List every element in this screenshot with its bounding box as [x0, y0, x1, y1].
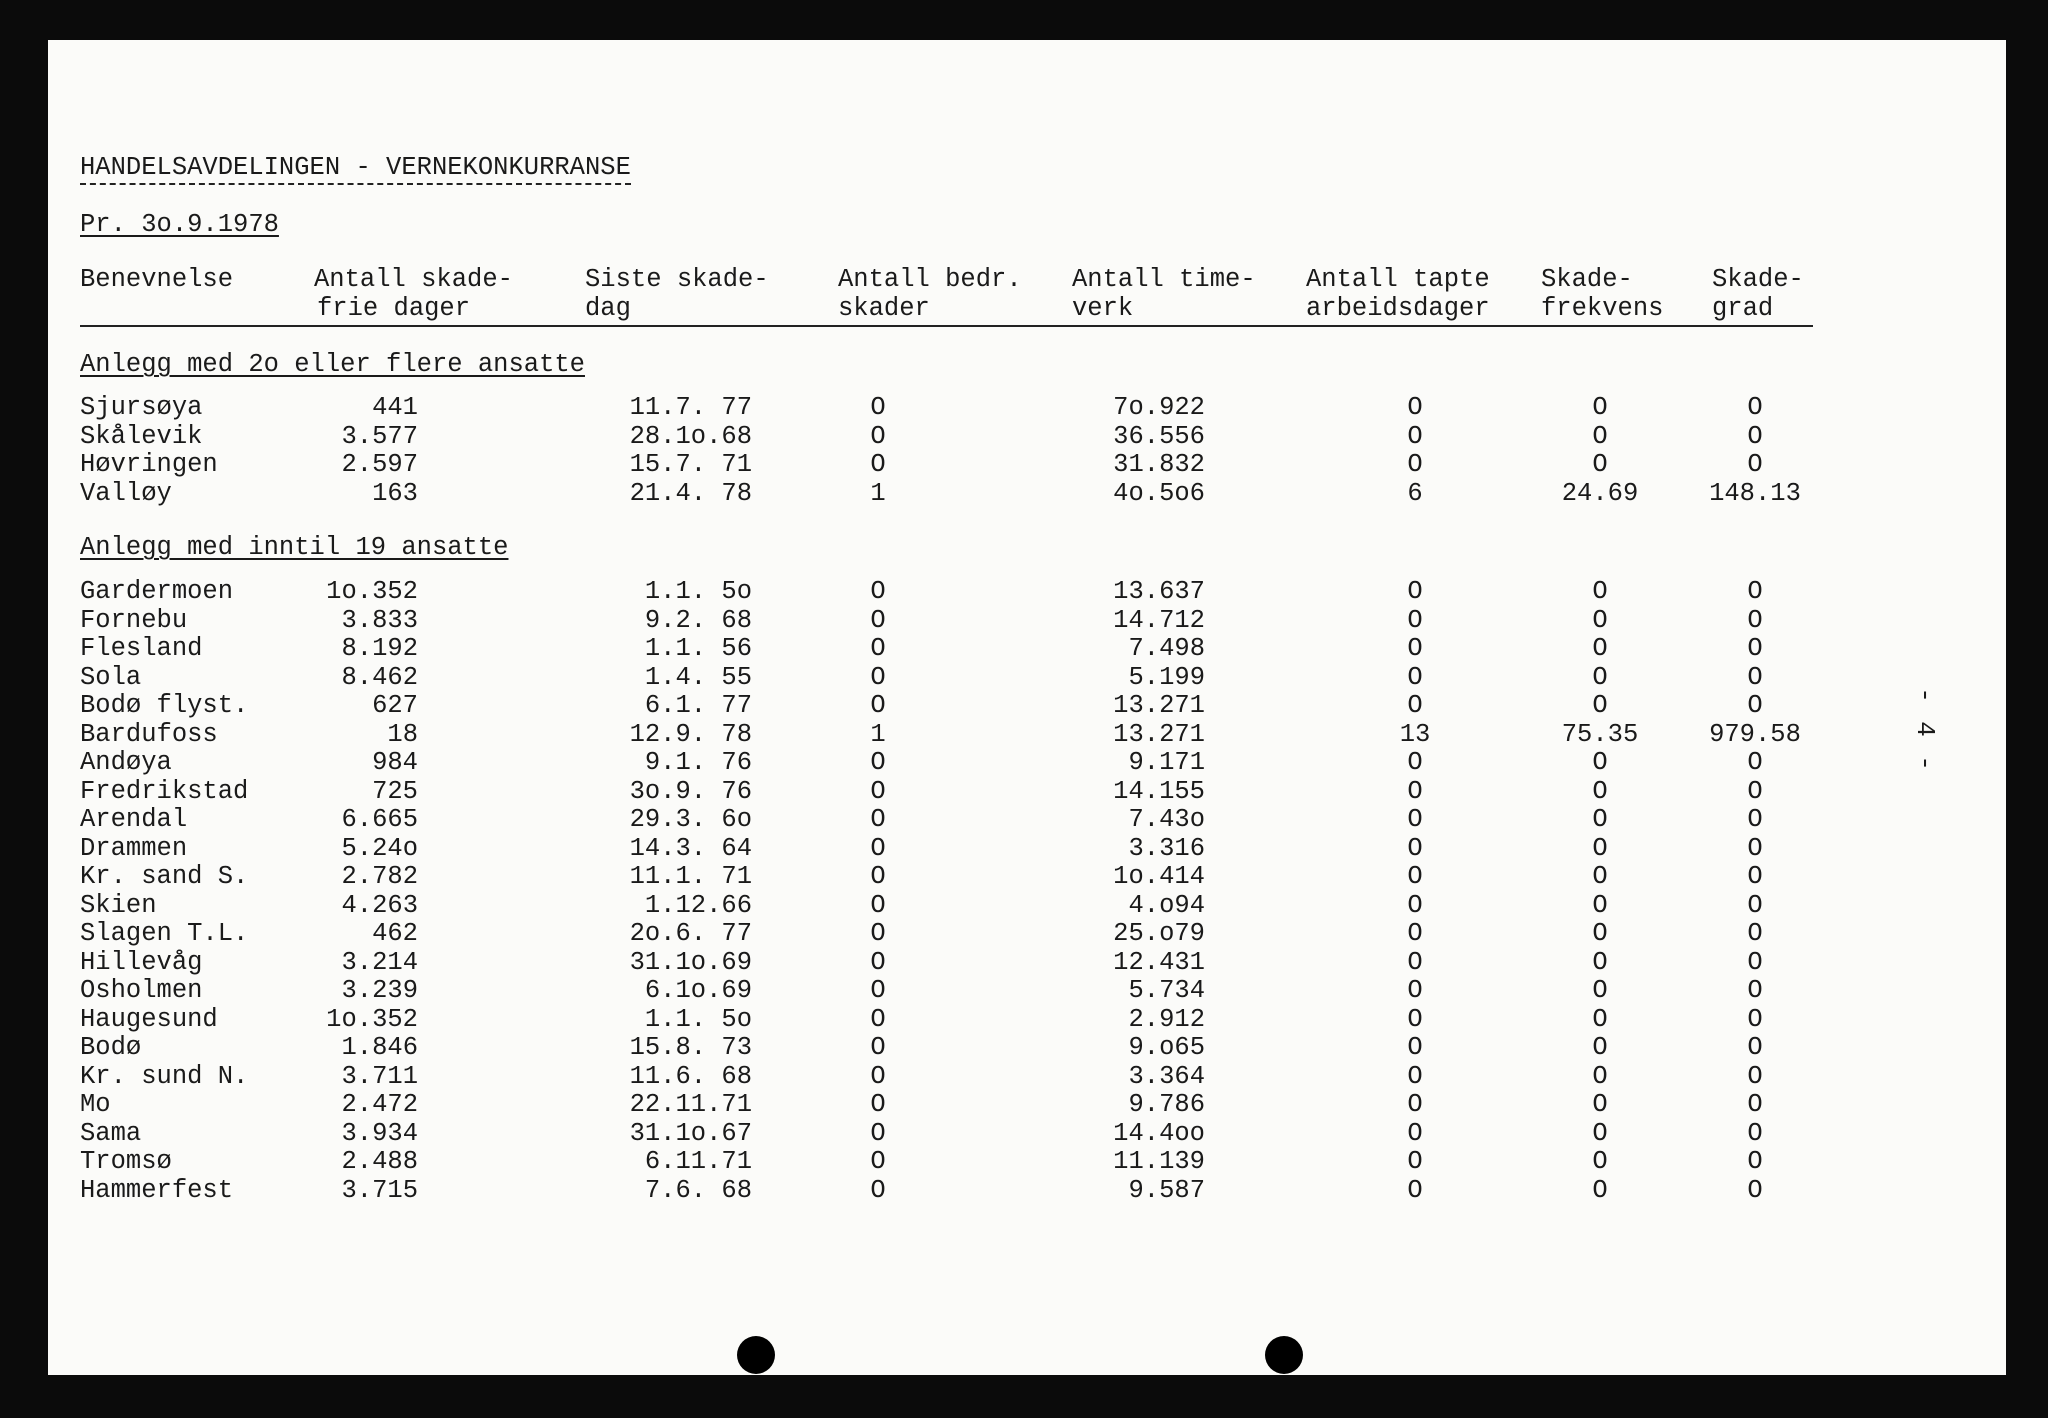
- column-header-line2: dag: [585, 294, 631, 323]
- injury-frequency: O: [1592, 691, 1608, 720]
- man-hours: 5.199: [1128, 662, 1205, 692]
- site-name: Sola: [80, 662, 142, 692]
- last-accident-date: 1.1. 5o: [644, 577, 752, 606]
- injury-frequency: O: [1592, 1004, 1608, 1034]
- man-hours: 5.734: [1128, 976, 1205, 1005]
- injury-severity: O: [1747, 833, 1763, 863]
- lost-workdays: O: [1407, 393, 1423, 422]
- injury-count: O: [870, 833, 886, 863]
- man-hours: 9.171: [1128, 748, 1205, 777]
- column-header-line1: Antall time-: [1072, 265, 1256, 294]
- site-name: Kr. sund N.: [80, 1061, 249, 1091]
- accident-free-days: 8.192: [341, 634, 418, 663]
- site-name: Osholmen: [80, 976, 203, 1005]
- section-title: Anlegg med 2o eller flere ansatte: [80, 350, 585, 379]
- lost-workdays: O: [1407, 748, 1423, 777]
- injury-count: O: [870, 662, 886, 692]
- injury-severity: O: [1747, 450, 1763, 479]
- injury-severity: O: [1747, 805, 1763, 834]
- lost-workdays: O: [1407, 1118, 1423, 1148]
- accident-free-days: 3.577: [341, 421, 418, 451]
- injury-count: 1: [870, 478, 886, 508]
- injury-count: O: [870, 421, 886, 451]
- last-accident-date: 31.1o.67: [629, 1118, 752, 1148]
- injury-frequency: O: [1592, 976, 1608, 1005]
- last-accident-date: 1.4. 55: [644, 662, 752, 692]
- accident-free-days: 3.934: [341, 1118, 418, 1148]
- column-header-line1: Skade-: [1541, 265, 1633, 294]
- man-hours: 7o.922: [1113, 393, 1205, 422]
- column-header-line1: Skade-: [1712, 265, 1804, 294]
- lost-workdays: O: [1407, 947, 1423, 977]
- injury-frequency: O: [1592, 634, 1608, 663]
- last-accident-date: 12.9. 78: [629, 719, 752, 749]
- man-hours: 9.587: [1128, 1175, 1205, 1205]
- injury-severity: O: [1747, 393, 1763, 422]
- site-name: Haugesund: [80, 1004, 218, 1034]
- lost-workdays: O: [1407, 1033, 1423, 1062]
- injury-frequency: O: [1592, 1033, 1608, 1062]
- injury-frequency: O: [1592, 1061, 1608, 1091]
- site-name: Andøya: [80, 748, 172, 777]
- man-hours: 4o.5o6: [1113, 478, 1205, 508]
- last-accident-date: 6.1o.69: [644, 976, 752, 1005]
- injury-frequency: O: [1592, 748, 1608, 777]
- accident-free-days: 1o.352: [326, 1004, 418, 1034]
- last-accident-date: 7.6. 68: [644, 1175, 752, 1205]
- site-name: Mo: [80, 1090, 111, 1119]
- injury-frequency: O: [1592, 862, 1608, 891]
- man-hours: 25.o79: [1113, 919, 1205, 948]
- man-hours: 12.431: [1113, 947, 1205, 977]
- man-hours: 7.498: [1128, 634, 1205, 663]
- lost-workdays: O: [1407, 776, 1423, 806]
- site-name: Kr. sand S.: [80, 862, 249, 891]
- man-hours: 13.271: [1113, 719, 1205, 749]
- column-header-line1: Antall skade-: [314, 265, 513, 294]
- column-header-line2: arbeidsdager: [1306, 294, 1490, 323]
- injury-severity: O: [1747, 776, 1763, 806]
- lost-workdays: O: [1407, 1061, 1423, 1091]
- injury-count: O: [870, 605, 886, 635]
- site-name: Fornebu: [80, 605, 188, 635]
- punch-hole: [737, 1336, 775, 1374]
- injury-count: O: [870, 1175, 886, 1205]
- injury-severity: O: [1747, 1175, 1763, 1205]
- injury-count: O: [870, 1147, 886, 1176]
- lost-workdays: O: [1407, 1090, 1423, 1119]
- lost-workdays: 6: [1407, 478, 1423, 508]
- document-title: HANDELSAVDELINGEN - VERNEKONKURRANSE: [80, 154, 631, 182]
- accident-free-days: 725: [372, 776, 418, 806]
- column-header-line2: grad: [1712, 294, 1774, 323]
- injury-frequency: O: [1592, 393, 1608, 422]
- injury-severity: O: [1747, 862, 1763, 891]
- column-header-line2: frekvens: [1541, 294, 1664, 323]
- injury-count: O: [870, 577, 886, 606]
- injury-severity: O: [1747, 1090, 1763, 1119]
- injury-frequency: O: [1592, 919, 1608, 948]
- injury-frequency: O: [1592, 605, 1608, 635]
- lost-workdays: O: [1407, 1147, 1423, 1176]
- site-name: Bodø: [80, 1033, 142, 1062]
- injury-severity: O: [1747, 919, 1763, 948]
- site-name: Hammerfest: [80, 1175, 234, 1205]
- injury-frequency: O: [1592, 1118, 1608, 1148]
- injury-count: O: [870, 890, 886, 920]
- site-name: Drammen: [80, 833, 188, 863]
- man-hours: 36.556: [1113, 421, 1205, 451]
- lost-workdays: O: [1407, 691, 1423, 720]
- injury-count: O: [870, 976, 886, 1005]
- injury-frequency: 75.35: [1561, 719, 1639, 749]
- accident-free-days: 18: [387, 719, 418, 749]
- column-header-line1: Siste skade-: [585, 265, 769, 294]
- man-hours: 13.271: [1113, 691, 1205, 720]
- injury-severity: O: [1747, 1061, 1763, 1091]
- date-line: Pr. 3o.9.1978: [80, 210, 279, 239]
- last-accident-date: 11.6. 68: [629, 1061, 752, 1091]
- site-name: Slagen T.L.: [80, 919, 249, 948]
- column-header-line2: verk: [1072, 294, 1134, 323]
- last-accident-date: 15.8. 73: [629, 1033, 752, 1062]
- lost-workdays: O: [1407, 919, 1423, 948]
- page-number-marker: - 4 -: [1910, 687, 1940, 771]
- site-name: Arendal: [80, 805, 188, 834]
- man-hours: 14.155: [1113, 776, 1205, 806]
- injury-count: O: [870, 393, 886, 422]
- accident-free-days: 441: [372, 393, 418, 422]
- injury-frequency: O: [1592, 776, 1608, 806]
- column-header-line2: skader: [838, 294, 930, 323]
- site-name: Sjursøya: [80, 393, 203, 422]
- injury-count: O: [870, 1033, 886, 1062]
- injury-count: O: [870, 1061, 886, 1091]
- site-name: Skålevik: [80, 421, 203, 451]
- injury-severity: O: [1747, 577, 1763, 606]
- injury-severity: O: [1747, 1033, 1763, 1062]
- injury-count: O: [870, 947, 886, 977]
- last-accident-date: 15.7. 71: [629, 450, 752, 479]
- man-hours: 14.712: [1113, 605, 1205, 635]
- injury-severity: O: [1747, 634, 1763, 663]
- last-accident-date: 11.1. 71: [629, 862, 752, 891]
- column-header-line1: Antall bedr.: [838, 265, 1022, 294]
- last-accident-date: 1.12.66: [644, 890, 752, 920]
- injury-severity: O: [1747, 976, 1763, 1005]
- accident-free-days: 3.711: [341, 1061, 418, 1091]
- lost-workdays: O: [1407, 634, 1423, 663]
- last-accident-date: 14.3. 64: [629, 833, 752, 863]
- last-accident-date: 6.1. 77: [644, 691, 752, 720]
- lost-workdays: O: [1407, 805, 1423, 834]
- injury-severity: O: [1747, 748, 1763, 777]
- accident-free-days: 2.488: [341, 1147, 418, 1176]
- site-name: Skien: [80, 890, 157, 920]
- accident-free-days: 4.263: [341, 890, 418, 920]
- lost-workdays: O: [1407, 662, 1423, 692]
- accident-free-days: 3.239: [341, 976, 418, 1005]
- injury-count: O: [870, 805, 886, 834]
- injury-count: O: [870, 776, 886, 806]
- lost-workdays: O: [1407, 976, 1423, 1005]
- site-name: Flesland: [80, 634, 203, 663]
- lost-workdays: O: [1407, 890, 1423, 920]
- man-hours: 3.316: [1128, 833, 1205, 863]
- injury-frequency: 24.69: [1561, 478, 1639, 508]
- accident-free-days: 462: [372, 919, 418, 948]
- site-name: Valløy: [80, 478, 172, 508]
- injury-count: O: [870, 634, 886, 663]
- man-hours: 31.832: [1113, 450, 1205, 479]
- accident-free-days: 2.472: [341, 1090, 418, 1119]
- lost-workdays: O: [1407, 577, 1423, 606]
- man-hours: 9.o65: [1128, 1033, 1205, 1062]
- injury-frequency: O: [1592, 577, 1608, 606]
- man-hours: 9.786: [1128, 1090, 1205, 1119]
- site-name: Bardufoss: [80, 719, 218, 749]
- last-accident-date: 6.11.71: [644, 1147, 752, 1176]
- injury-frequency: O: [1592, 947, 1608, 977]
- site-name: Høvringen: [80, 450, 218, 479]
- accident-free-days: 3.214: [341, 947, 418, 977]
- man-hours: 3.364: [1128, 1061, 1205, 1091]
- injury-count: O: [870, 748, 886, 777]
- column-header-line1: Benevnelse: [80, 265, 234, 294]
- accident-free-days: 2.782: [341, 862, 418, 891]
- injury-count: O: [870, 862, 886, 891]
- lost-workdays: O: [1407, 450, 1423, 479]
- accident-free-days: 8.462: [341, 662, 418, 692]
- injury-frequency: O: [1592, 890, 1608, 920]
- man-hours: 7.43o: [1128, 805, 1205, 834]
- injury-frequency: O: [1592, 421, 1608, 451]
- injury-frequency: O: [1592, 1147, 1608, 1176]
- accident-free-days: 3.833: [341, 605, 418, 635]
- last-accident-date: 28.1o.68: [629, 421, 752, 451]
- accident-free-days: 163: [372, 478, 418, 508]
- injury-severity: O: [1747, 605, 1763, 635]
- injury-severity: O: [1747, 662, 1763, 692]
- section-title: Anlegg med inntil 19 ansatte: [80, 533, 509, 562]
- accident-free-days: 627: [372, 691, 418, 720]
- injury-severity: 148.13: [1709, 478, 1801, 508]
- injury-frequency: O: [1592, 1090, 1608, 1119]
- injury-frequency: O: [1592, 805, 1608, 834]
- injury-count: O: [870, 1004, 886, 1034]
- injury-severity: 979.58: [1709, 719, 1801, 749]
- accident-free-days: 2.597: [341, 450, 418, 479]
- injury-frequency: O: [1592, 450, 1608, 479]
- man-hours: 2.912: [1128, 1004, 1205, 1034]
- lost-workdays: 13: [1399, 719, 1431, 749]
- lost-workdays: O: [1407, 1004, 1423, 1034]
- injury-severity: O: [1747, 890, 1763, 920]
- site-name: Hillevåg: [80, 947, 203, 977]
- injury-count: O: [870, 691, 886, 720]
- last-accident-date: 31.1o.69: [629, 947, 752, 977]
- site-name: Bodø flyst.: [80, 691, 249, 720]
- injury-severity: O: [1747, 947, 1763, 977]
- injury-severity: O: [1747, 691, 1763, 720]
- man-hours: 14.4oo: [1113, 1118, 1205, 1148]
- accident-free-days: 6.665: [341, 805, 418, 834]
- injury-frequency: O: [1592, 1175, 1608, 1205]
- injury-severity: O: [1747, 1004, 1763, 1034]
- injury-severity: O: [1747, 1118, 1763, 1148]
- lost-workdays: O: [1407, 862, 1423, 891]
- accident-free-days: 1.846: [341, 1033, 418, 1062]
- man-hours: 4.o94: [1128, 890, 1205, 920]
- last-accident-date: 9.2. 68: [644, 605, 752, 635]
- injury-count: O: [870, 1118, 886, 1148]
- lost-workdays: O: [1407, 1175, 1423, 1205]
- lost-workdays: O: [1407, 605, 1423, 635]
- last-accident-date: 3o.9. 76: [629, 776, 752, 806]
- injury-frequency: O: [1592, 833, 1608, 863]
- site-name: Sama: [80, 1118, 142, 1148]
- injury-severity: O: [1747, 421, 1763, 451]
- last-accident-date: 11.7. 77: [629, 393, 752, 422]
- column-header-line1: Antall tapte: [1306, 265, 1490, 294]
- injury-count: O: [870, 450, 886, 479]
- site-name: Tromsø: [80, 1147, 172, 1176]
- last-accident-date: 2o.6. 77: [629, 919, 752, 948]
- injury-count: O: [870, 1090, 886, 1119]
- column-header-line2: frie dager: [317, 294, 471, 323]
- man-hours: 11.139: [1113, 1147, 1205, 1176]
- site-name: Gardermoen: [80, 577, 234, 606]
- last-accident-date: 1.1. 56: [644, 634, 752, 663]
- punch-hole: [1265, 1336, 1303, 1374]
- header-rule: [80, 325, 1813, 327]
- accident-free-days: 5.24o: [341, 833, 418, 863]
- injury-frequency: O: [1592, 662, 1608, 692]
- last-accident-date: 22.11.71: [629, 1090, 752, 1119]
- accident-free-days: 984: [372, 748, 418, 777]
- last-accident-date: 29.3. 6o: [629, 805, 752, 834]
- man-hours: 13.637: [1113, 577, 1205, 606]
- accident-free-days: 3.715: [341, 1175, 418, 1205]
- man-hours: 1o.414: [1113, 862, 1205, 891]
- injury-count: 1: [870, 719, 886, 749]
- lost-workdays: O: [1407, 421, 1423, 451]
- injury-severity: O: [1747, 1147, 1763, 1176]
- last-accident-date: 9.1. 76: [644, 748, 752, 777]
- accident-free-days: 1o.352: [326, 577, 418, 606]
- lost-workdays: O: [1407, 833, 1423, 863]
- site-name: Fredrikstad: [80, 776, 249, 806]
- last-accident-date: 1.1. 5o: [644, 1004, 752, 1034]
- last-accident-date: 21.4. 78: [629, 478, 752, 508]
- injury-count: O: [870, 919, 886, 948]
